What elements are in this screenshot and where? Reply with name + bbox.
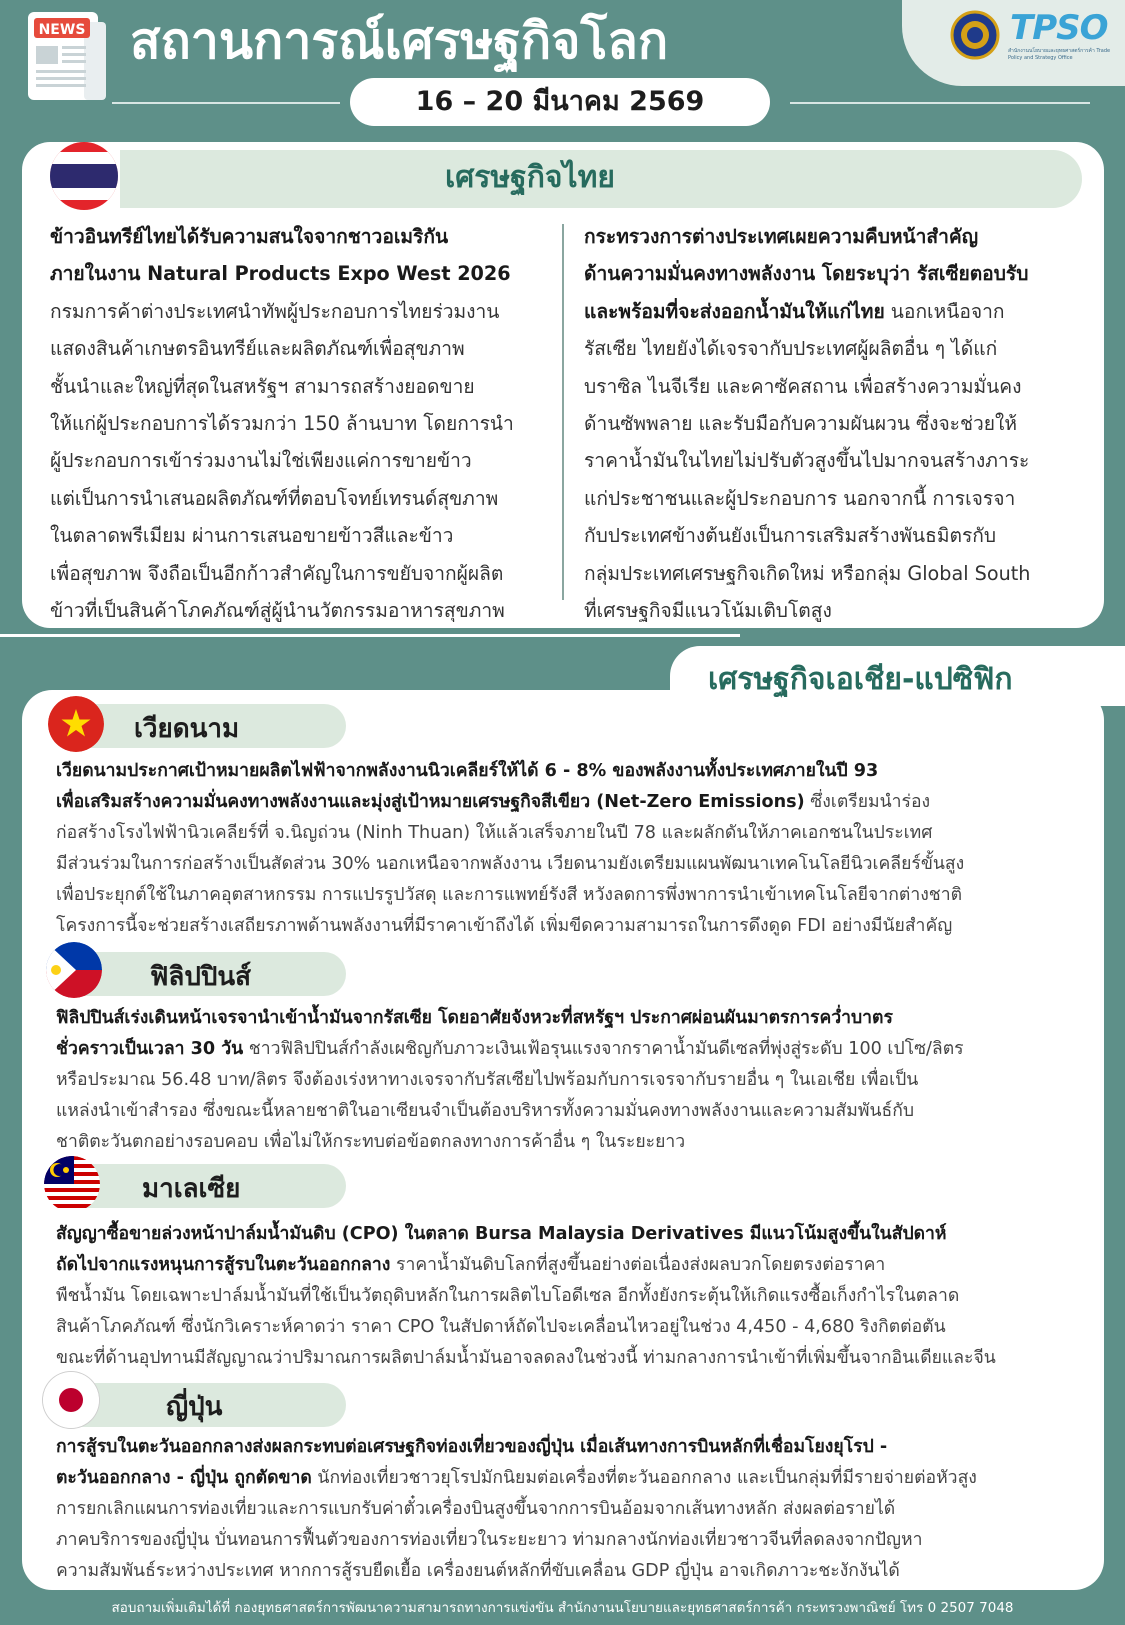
mixed-line [56,1034,1086,1065]
body-line: บราซิล ไนจีเรีย และคาซัคสถาน เพื่อสร้างความมั่นคง [584,374,1022,398]
headline-line: ข้าวอินทรีย์ไทยได้รับความสนใจจากชาวอเมริกัน [50,225,449,248]
body-line: ด้านซัพพลาย และรับมือกับความผันผวน ซึ่งจะช่วยให้ [584,412,1018,436]
headline-line: ด้านความมั่นคงทางพลังงาน โดยระบุว่า รัสเซียตอบรับ [584,262,1029,286]
body-line: ภาคบริการของญี่ปุ่น บั่นทอนการฟื้นตัวของการท่องเที่ยวในระยะยาว ท่ามกลางนักท่องเที่ยวชาวจีนที่ลดลงจากปัญหา [56,1530,923,1550]
tpso-logo: TPSO [1010,8,1108,48]
body-line: พืชน้ำมัน โดยเฉพาะปาล์มน้ำมันที่ใช้เป็นวัตถุดิบหลักในการผลิตไบโอดีเซล อีกทั้งยังกระตุ้นให้เกิดแรงซื้อเก็งกำไรในตลาด [56,1286,960,1306]
country-name-japan: ญี่ปุ่น [166,1392,223,1422]
malaysia-article [56,1219,1086,1374]
thailand-flag-icon [48,140,120,212]
body-line: ราคาน้ำมันในไทยไม่ปรับตัวสูงขึ้นไปมากจนสร้างภาระ [584,449,1030,473]
headline-fragment: ตะวันออกกลาง - ญี่ปุ่น ถูกตัดขาด [56,1468,312,1488]
japan-article [56,1432,1086,1587]
vietnam-flag-icon [48,696,104,752]
body-line: แต่เป็นการนำเสนอผลิตภัณฑ์ที่ตอบโจทย์เทรนด์สุขภาพ [50,486,499,510]
philippines-article [56,1003,1086,1158]
body-line: กับประเทศข้างต้นยังเป็นการเสริมสร้างพันธมิตรกับ [584,524,997,548]
page-title: สถานการณ์เศรษฐกิจโลก [130,12,669,70]
body-line: แสดงสินค้าเกษตรอินทรีย์และผลิตภัณฑ์เพื่อสุขภาพ [50,337,465,361]
body-fragment: ชาวฟิลิปปินส์กำลังเผชิญกับภาวะเงินเฟ้อรุนแรงจากราคาน้ำมันดีเซลที่พุ่งสู่ระดับ 100 เปโซ/ลิตร [243,1039,964,1059]
news-icon [22,8,114,104]
body-fragment: นอกเหนือจาก [884,299,1005,323]
divider [0,634,740,637]
philippines-flag-icon [46,942,102,998]
body-line: รัสเซีย ไทยยังได้เจรจากับประเทศผู้ผลิตอื่น ๆ ได้แก่ [584,337,998,361]
body-line: ข้าวที่เป็นสินค้าโภคภัณฑ์สู่ผู้นำนวัตกรรมอาหารสุขภาพ [50,599,505,623]
body-line: ผู้ประกอบการเข้าร่วมงานไม่ใช่เพียงแค่การขายข้าว [50,449,472,473]
body-line: หรือประมาณ 56.48 บาท/ลิตร จึงต้องเร่งหาทางเจรจากับรัสเซียไปพร้อมกับการเจรจากับรายอื่น ๆ ในเอเชีย เพื่อเป็น [56,1070,919,1090]
date-badge: 16 – 20 มีนาคม 2569 [350,78,770,126]
headline-fragment: ถัดไปจากแรงหนุนการสู้รบในตะวันออกกลาง [56,1255,391,1275]
body-line: กรมการค้าต่างประเทศนำทัพผู้ประกอบการไทยร่วมงาน [50,299,500,323]
body-line: เพื่อสุขภาพ จึงถือเป็นอีกก้าวสำคัญในการขยับจากผู้ผลิต [50,561,504,585]
body-line: ก่อสร้างโรงไฟฟ้านิวเคลียร์ที่ จ.นิญถ่วน (Ninh Thuan) ให้แล้วเสร็จภายในปี 78 และผลักดันให้ภาคเอกชนในประเทศ [56,823,933,843]
headline-fragment: และพร้อมที่จะส่งออกน้ำมันให้แก่ไทย [584,299,885,323]
body-line: ในตลาดพรีเมียม ผ่านการเสนอขายข้าวสีและข้าว [50,524,454,548]
news-badge-text: NEWS [38,22,86,38]
headline-line: กระทรวงการต่างประเทศเผยความคืบหน้าสำคัญ [584,225,979,248]
column-divider [562,224,564,600]
headline-fragment: เพื่อเสริมสร้างความมั่นคงทางพลังงานและมุ่งสู่เป้าหมายเศรษฐกิจสีเขียว (Net-Zero Emissions) [56,792,805,812]
body-line: การยกเลิกแผนการท่องเที่ยวและการแบกรับค่าตั๋วเครื่องบินสูงขึ้นจากการบินอ้อมจากเส้นทางหลัก ส่งผลต่อรายได้ [56,1499,896,1519]
body-fragment: ซึ่งเตรียมนำร่อง [804,792,931,812]
divider [112,102,340,104]
mixed-line [584,293,1072,330]
thai-left-article [50,218,544,629]
body-line: มีส่วนร่วมในการก่อสร้างเป็นสัดส่วน 30% นอกเหนือจากพลังงาน เวียดนามยังเตรียมแผนพัฒนาเทคโนโลยีนิวเคลียร์ขั้นสูง [56,854,965,874]
asia-section-title: เศรษฐกิจเอเชีย-แปซิฟิก [708,662,1013,697]
body-line: ชาติตะวันตกอย่างรอบคอบ เพื่อไม่ให้กระทบต่อข้อตกลงทางการค้าอื่น ๆ ในระยะยาว [56,1132,686,1152]
body-line: กลุ่มประเทศเศรษฐกิจเกิดใหม่ หรือกลุ่ม Global South [584,561,1031,585]
headline-line: สัญญาซื้อขายล่วงหน้าปาล์มน้ำมันดิบ (CPO) ในตลาด Bursa Malaysia Derivatives มีแนวโน้มสูงขึ้นในสัปดาห์ [56,1224,947,1244]
body-line: แก่ประชาชนและผู้ประกอบการ นอกจากนี้ การเจรจา [584,486,1016,510]
thai-section-title: เศรษฐกิจไทย [445,160,615,195]
headline-line: ภายในงาน Natural Products Expo West 2026 [50,262,511,286]
mixed-line [56,1250,1086,1281]
country-name-philippines: ฟิลิปปินส์ [150,962,251,992]
tpso-logo-subtitle: สำนักงานนโยบายและยุทธศาสตร์การค้า Trade Policy and Strategy Office [1008,48,1111,61]
body-line: โครงการนี้จะช่วยสร้างเสถียรภาพด้านพลังงานที่มีราคาเข้าถึงได้ เพิ่มขีดความสามารถในการดึงดูด FDI อย่างมีนัยสำคัญ [56,916,953,936]
mixed-line [56,1463,1086,1494]
body-line: ชั้นนำและใหญ่ที่สุดในสหรัฐฯ สามารถสร้างยอดขาย [50,374,475,398]
body-fragment: นักท่องเที่ยวชาวยุโรปมักนิยมต่อเครื่องที่ตะวันออกกลาง และเป็นกลุ่มที่มีรายจ่ายต่อหัวสูง [311,1468,977,1488]
body-line: สินค้าโภคภัณฑ์ ซึ่งนักวิเคราะห์คาดว่า ราคา CPO ในสัปดาห์ถัดไปจะเคลื่อนไหวอยู่ในช่วง 4,450 - 4,680 ริงกิตต่อตัน [56,1317,946,1337]
body-fragment: ราคาน้ำมันดิบโลกที่สูงขึ้นอย่างต่อเนื่องส่งผลบวกโดยตรงต่อราคา [390,1255,886,1275]
headline-fragment: ชั่วคราวเป็นเวลา 30 วัน [56,1039,244,1059]
country-name-malaysia: มาเลเซีย [142,1174,241,1204]
headline-line: การสู้รบในตะวันออกกลางส่งผลกระทบต่อเศรษฐกิจท่องเที่ยวของญี่ปุ่น เมื่อเส้นทางการบินหลักที่เชื่อมโยงยุโรป - [56,1437,888,1457]
country-name-vietnam: เวียดนาม [134,714,240,744]
mixed-line [56,787,1086,818]
divider [790,102,1090,104]
ministry-emblem-icon [950,10,1000,60]
headline-line: ฟิลิปปินส์เร่งเดินหน้าเจรจานำเข้าน้ำมันจากรัสเซีย โดยอาศัยจังหวะที่สหรัฐฯ ประกาศผ่อนผันมาตรการคว่ำบาตร [56,1008,893,1028]
body-line: ที่เศรษฐกิจมีแนวโน้มเติบโตสูง [584,599,832,623]
body-line: ให้แก่ผู้ประกอบการได้รวมกว่า 150 ล้านบาท โดยการนำ [50,412,514,436]
body-line: แหล่งนำเข้าสำรอง ซึ่งขณะนี้หลายชาติในอาเซียนจำเป็นต้องบริหารทั้งความมั่นคงทางพลังงานและความสัมพันธ์กับ [56,1101,915,1121]
thai-right-article [584,218,1072,629]
vietnam-article [56,756,1086,942]
malaysia-flag-icon [44,1156,100,1212]
body-line: เพื่อประยุกต์ใช้ในภาคอุตสาหกรรม การแปรรูปวัสดุ และการแพทย์รังสี หวังลดการพึ่งพาการนำเข้าเทคโนโลยีจากต่างชาติ [56,885,963,905]
japan-flag-icon [43,1372,99,1428]
body-line: ความสัมพันธ์ระหว่างประเทศ หากการสู้รบยืดเยื้อ เครื่องยนต์หลักที่ขับเคลื่อน GDP ญี่ปุ่น อาจเกิดภาวะชะงักงันได้ [56,1561,900,1581]
body-line: ขณะที่ด้านอุปทานมีสัญญาณว่าปริมาณการผลิตปาล์มน้ำมันอาจลดลงในช่วงนี้ ท่ามกลางการนำเข้าที่เพิ่มขึ้นจากอินเดียและจีน [56,1348,996,1368]
headline-line: เวียดนามประกาศเป้าหมายผลิตไฟฟ้าจากพลังงานนิวเคลียร์ให้ได้ 6 - 8% ของพลังงานทั้งประเทศภายในปี 93 [56,761,879,781]
footer-contact: สอบถามเพิ่มเติมได้ที่ กองยุทธศาสตร์การพัฒนาความสามารถทางการแข่งขัน สำนักงานนโยบายและยุทธศาสตร์การค้า กระทรวงพาณิชย์ โทร 0 2507 7048 [111,1600,1014,1616]
